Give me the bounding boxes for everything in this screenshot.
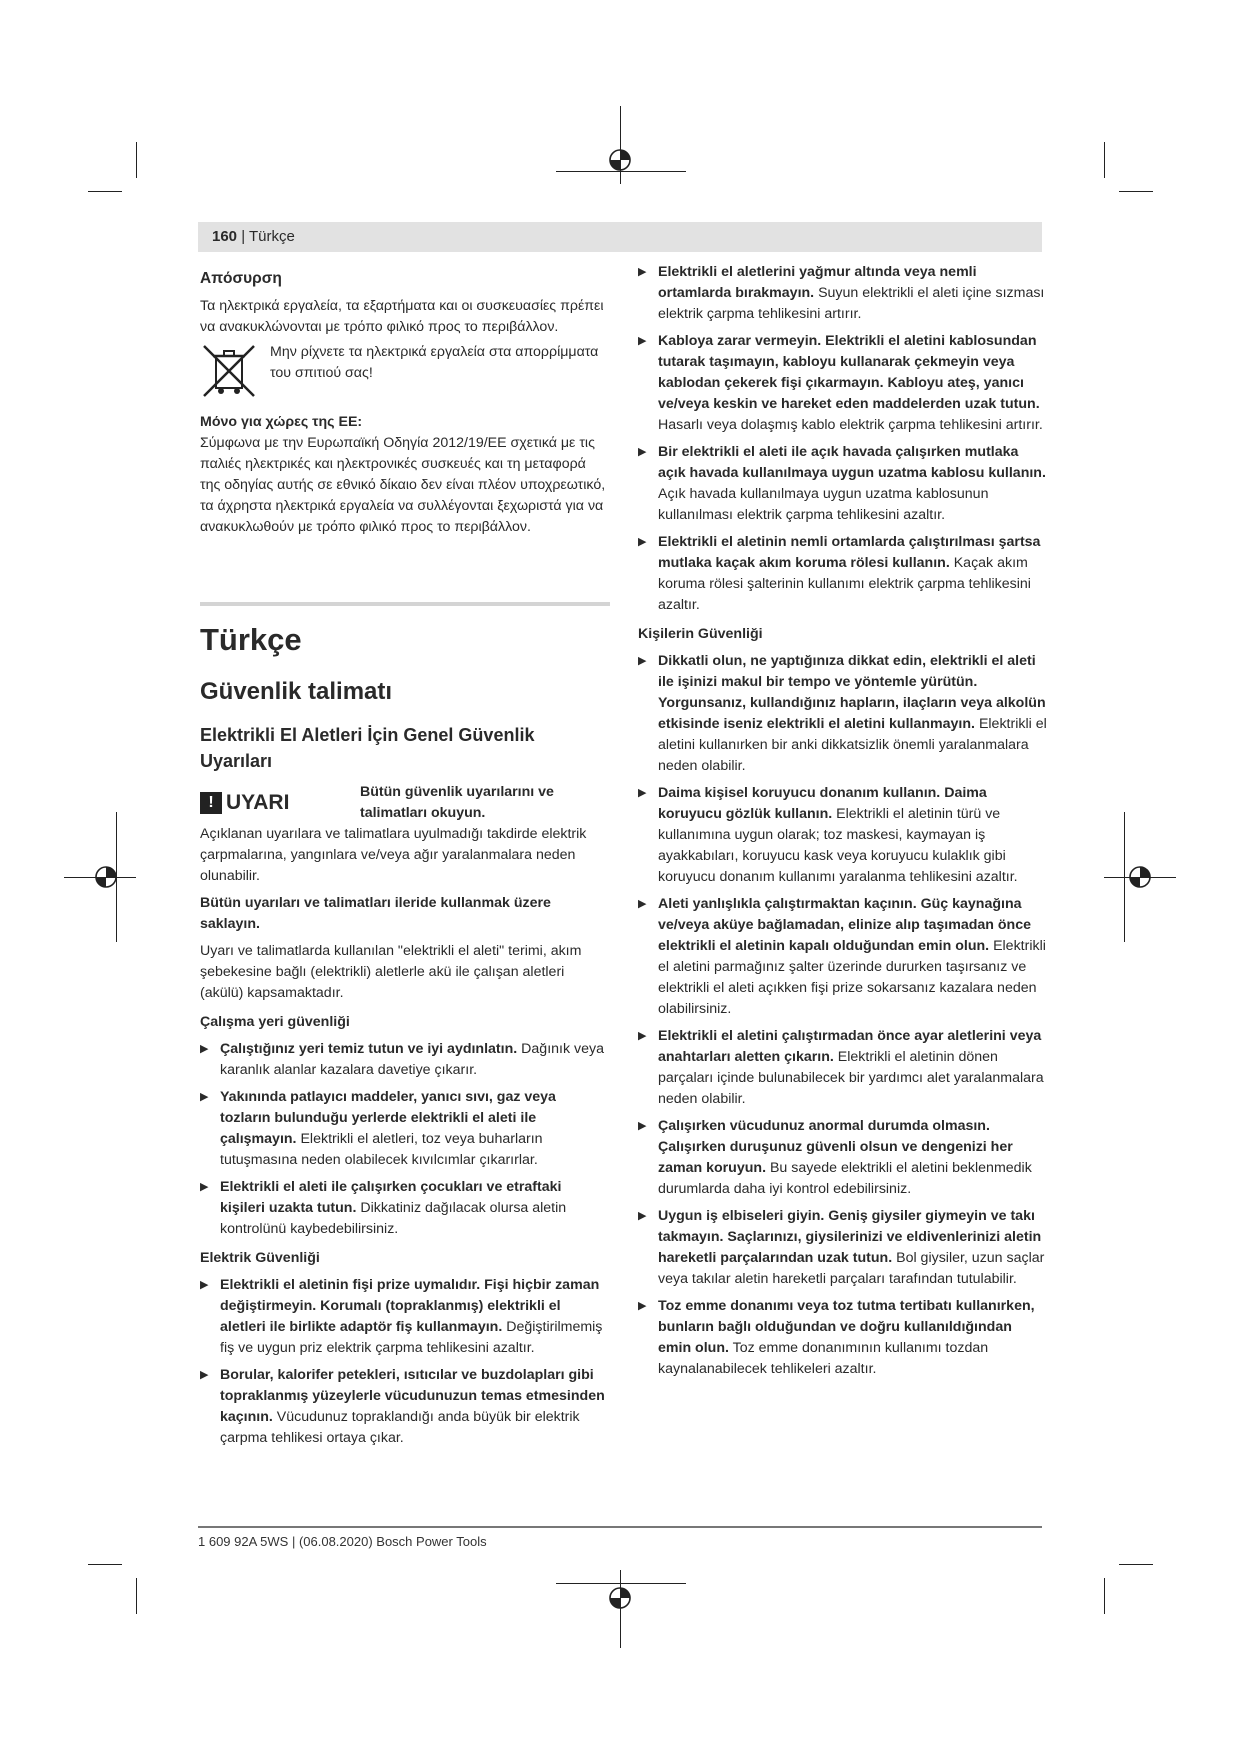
warning-icon: ! [200,792,222,814]
weee-notice [200,342,610,400]
greek-weee-text: Μην ρίχνετε τα ηλεκτρικά εργαλεία στα απορρίμματα του σπιτιού σας! [270,344,599,381]
right-column [638,262,1048,1380]
crop-mark [136,1578,137,1614]
warning-text: Açıklanan uyarılara ve talimatlara uyulmadığı takdirde elektrik çarpmalarına, yangınlara ve/veya ağır yaralanmalara neden olunabilir. [200,826,587,884]
crop-mark [556,1583,686,1584]
crop-mark [620,106,621,184]
list-item: ▶ Borular, kalorifer petekleri, ısıtıcılar ve buzdolapları gibi topraklanmış yüzeylerle vücudunuzun temas etmesinden kaçının. Vücudunuz topraklandığı anda büyük bir elektrik çarpma tehlikesi ortaya çıkar. [200,1365,610,1449]
list-item: ▶ Elektrikli el aletini çalıştırmadan önce ayar aletlerini veya anahtarları aletten çıkarın. Elektrikli el aletinin dönen parçaları içinde bulunabilecek bir yardımcı alet yaralanmalara neden olabilir. [638,1026,1048,1110]
personal-safety-list [638,651,1048,1380]
crop-mark [1119,191,1153,192]
list-item: ▶ Aleti yanlışlıkla çalıştırmaktan kaçının. Güç kaynağına ve/veya aküye bağlamadan, elinize alıp taşımadan önce elektrikli el aletinin kapalı olduğundan emin olun. Elektrikli el aletini parmağınız şalter üzerinde dururken taşırsanız ve elektrikli el aleti açıkken fişi prize sokarsanız kazalara neden olabilirsiniz. [638,894,1048,1020]
left-column [200,268,610,1449]
work-area-list [200,1039,610,1240]
electrical-safety-heading: Elektrik Güvenliği [200,1250,320,1266]
list-item: ▶ Çalıştığınız yeri temiz tutun ve iyi aydınlatın. Dağınık veya karanlık alanlar kazalara davetiye çıkarır. [200,1039,610,1081]
greek-eu-heading: Μόνο για χώρες της ΕΕ: [200,414,363,430]
crop-mark [1104,1578,1105,1614]
warning-label [200,782,360,824]
work-area-heading: Çalışma yeri güvenliği [200,1014,350,1030]
keep-instructions-text: Bütün uyarıları ve talimatları ileride kullanmak üzere saklayın. [200,895,551,932]
personal-safety-heading: Kişilerin Güvenliği [638,626,763,642]
warning-label-text: UYARI [226,791,290,814]
list-item: ▶ Daima kişisel koruyucu donanım kullanın. Daima koruyucu gözlük kullanın. Elektrikli el aletinin türü ve kullanımına uygun olarak; toz maskesi, kaymayan iş ayakkabıları, koruyucu kask veya koruyucu kulaklık gibi koruyucu donanım kullanımı yaralanma tehlikesini azaltır. [638,783,1048,888]
list-item: ▶ Elektrikli el aleti ile çalışırken çocukları ve etraftaki kişileri uzakta tutun. Dikkatiniz dağılacak olursa aletin kontrolünü kaybedebilirsiniz. [200,1177,610,1240]
crossed-out-bin-icon [200,342,258,400]
registration-mark-icon [608,148,632,172]
header-language: Türkçe [249,228,295,245]
list-item: ▶ Kabloya zarar vermeyin. Elektrikli el aletini kablosundan tutarak taşımayın, kabloyu kullanarak çekmeyin veya kablodan çekerek fişi çıkarmayın. Kabloyu ateş, yanıcı ve/veya keskin ve hareket eden maddelerden uzak tutun. Hasarlı veya dolaşmış kablo elektrik çarpma tehlikesini artırır. [638,331,1048,436]
crop-mark [1104,142,1105,178]
list-item: ▶ Toz emme donanımı veya toz tutma tertibatı kullanırken, bunların bağlı olduğundan ve doğru kullanıldığından emin olun. Toz emme donanımının kullanımı tozdan kaynalanabilecek tehlikeleri azaltır. [638,1296,1048,1380]
greek-disposal-heading: Απόσυρση [200,270,282,287]
registration-mark-icon [608,1586,632,1610]
list-item: ▶ Elektrikli el aletlerini yağmur altında veya nemli ortamlarda bırakmayın. Suyun elektrikli el aleti içine sızması elektrik çarpma tehlikesini artırır. [638,262,1048,325]
crop-mark [136,142,137,178]
term-definition-text: Uyarı ve talimatlarda kullanılan "elektrikli el aleti" terimi, akım şebekesine bağlı (elektrikli) aletlerle akü ile çalışan aletleri (akülü) kapsamaktadır. [200,943,582,1001]
list-item: ▶ Yakınında patlayıcı maddeler, yanıcı sıvı, gaz veya tozların bulunduğu yerlerde elektrikli el aleti ile çalışmayın. Elektrikli el aletleri, toz veya buharların tutuşmasına neden olabilecek kıvılcımlar çıkarırlar. [200,1087,610,1171]
registration-mark-icon [94,865,118,889]
list-item: ▶ Uygun iş elbiseleri giyin. Geniş giysiler giymeyin ve takı takmayın. Saçlarınızı, giysilerinizi ve eldivenlerinizi aletin hareketli parçalarından uzak tutun. Bol giysiler, uzun saçlar veya takılar aletin hareketli parçaları tarafından tutulabilir. [638,1206,1048,1290]
list-item: ▶ Çalışırken vücudunuz anormal durumda olmasın. Çalışırken duruşunuz güvenli olsun ve dengenizi her zaman koruyun. Bu sayede elektrikli el aletini beklenmedik durumlarda daha iyi kontrol edebilirsiniz. [638,1116,1048,1200]
page-header: 160 | Türkçe [198,222,1042,252]
list-item: ▶ Elektrikli el aletinin nemli ortamlarda çalıştırılması şartsa mutlaka kaçak akım koruma rölesi kullanın. Kaçak akım koruma rölesi şalterinin kullanımı elektrik çarpma tehlikesini azaltır. [638,532,1048,616]
crop-mark [88,191,122,192]
registration-mark-icon [1128,865,1152,889]
crop-mark [1119,1564,1153,1565]
section-title: Güvenlik talimatı [200,678,393,705]
subsection-title: Elektrikli El Aletleri İçin Genel Güvenlik Uyarıları [200,725,535,771]
list-item: ▶ Elektrikli el aletinin fişi prize uymalıdır. Fişi hiçbir zaman değiştirmeyin. Korumalı (topraklanmış) elektrikli el aletleri ile birlikte adaptör fiş kullanmayın. Değiştirilmemiş fiş ve uygun priz elektrik çarpma tehlikesini azaltır. [200,1275,610,1359]
warning-block [200,782,610,824]
greek-intro-text: Τα ηλεκτρικά εργαλεία, τα εξαρτήματα και οι συσκευασίες πρέπει να ανακυκλώνονται με τρόπο φιλικό προς το περιβάλλον. [200,298,604,335]
page-number: 160 [212,228,238,245]
page-footer: 1 609 92A 5WS | (06.08.2020) Bosch Power Tools [198,1534,487,1549]
footer-rule [198,1526,1042,1528]
electrical-safety-list-cont [638,262,1048,616]
warning-bold-text: Bütün güvenlik uyarılarını ve talimatları okuyun. [360,784,554,821]
section-divider [200,602,610,606]
greek-eu-text: Σύμφωνα με την Ευρωπαϊκή Οδηγία 2012/19/ΕΕ σχετικά με τις παλιές ηλεκτρικές και ηλεκτρονικές συσκευές και τη μεταφορά της οδηγίας αυτής σε εθνικό δίκαιο δεν είναι πλέον υποχρεωτικό, τα άχρηστα ηλεκτρικά εργαλεία να συλλέγονται ξεχωριστά για να ανακυκλωθούν με τρόπο φιλικό προς το περιβάλλον. [200,435,606,535]
list-item: ▶ Bir elektrikli el aleti ile açık havada çalışırken mutlaka açık havada kullanılmaya uygun uzatma kablosu kullanın. Açık havada kullanılmaya uygun uzatma kablosunun kullanılması elektrik çarpma tehlikesini azaltır. [638,442,1048,526]
language-title: Türkçe [200,622,302,657]
crop-mark [88,1564,122,1565]
list-item: ▶ Dikkatli olun, ne yaptığınıza dikkat edin, elektrikli el aleti ile işinizi makul bir tempo ve yöntemle yürütün. Yorgunsanız, kullandığınız hapların, ilaçların veya alkolün etkisinde iseniz elektrikli el aletini kullanmayın. Elektrikli el aletini kullanırken bir anki dikkatsizlik önemli yaralanmalara neden olabilir. [638,651,1048,777]
electrical-safety-list [200,1275,610,1449]
